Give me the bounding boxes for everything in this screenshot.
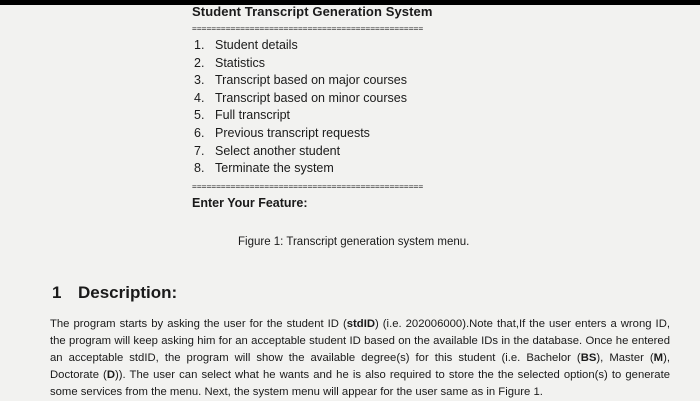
section-heading [52,283,177,303]
menu-title: Student Transcript Generation System [192,4,433,19]
menu-rule-bottom: ================================================ [192,183,424,191]
menu-item-terminate: 8. Terminate the system [194,161,334,176]
section-title: Description: [78,283,178,302]
menu-item-minor-transcript: 4. Transcript based on minor courses [194,90,407,105]
menu-item-statistics: 2. Statistics [194,55,266,70]
menu-list [194,37,407,178]
menu-item-previous-requests: 6. Previous transcript requests [194,125,370,140]
figure-caption: Figure 1: Transcript generation system menu. [238,236,470,248]
menu-item-student-details: 1. Student details [194,38,298,52]
menu-item-full-transcript: 5. Full transcript [194,108,291,123]
menu-item-select-student: 7. Select another student [194,143,341,158]
section-number: 1 [52,283,62,302]
menu-item-major-transcript: 3. Transcript based on major courses [194,73,407,88]
feature-prompt: Enter Your Feature: [192,196,308,210]
menu-rule-top: ================================================ [192,25,424,33]
description-paragraph: The program starts by asking the user for the student ID (stdID) (i.e. 202006000).Note that,If the user enters a wrong ID, the program will keep asking him for an acceptable student ID based on the available IDs in the database. Once he entered an acceptable stdID, the program will show the available degree(s) for this student (i.e. Bachelor (BS), Master (M), Doctorate (D)). The user can select what he wants and he is also required to store the the selected option(s) to generate some services from the menu. Next, the system menu will appear for the user same as in Figure 1. [50,318,670,398]
